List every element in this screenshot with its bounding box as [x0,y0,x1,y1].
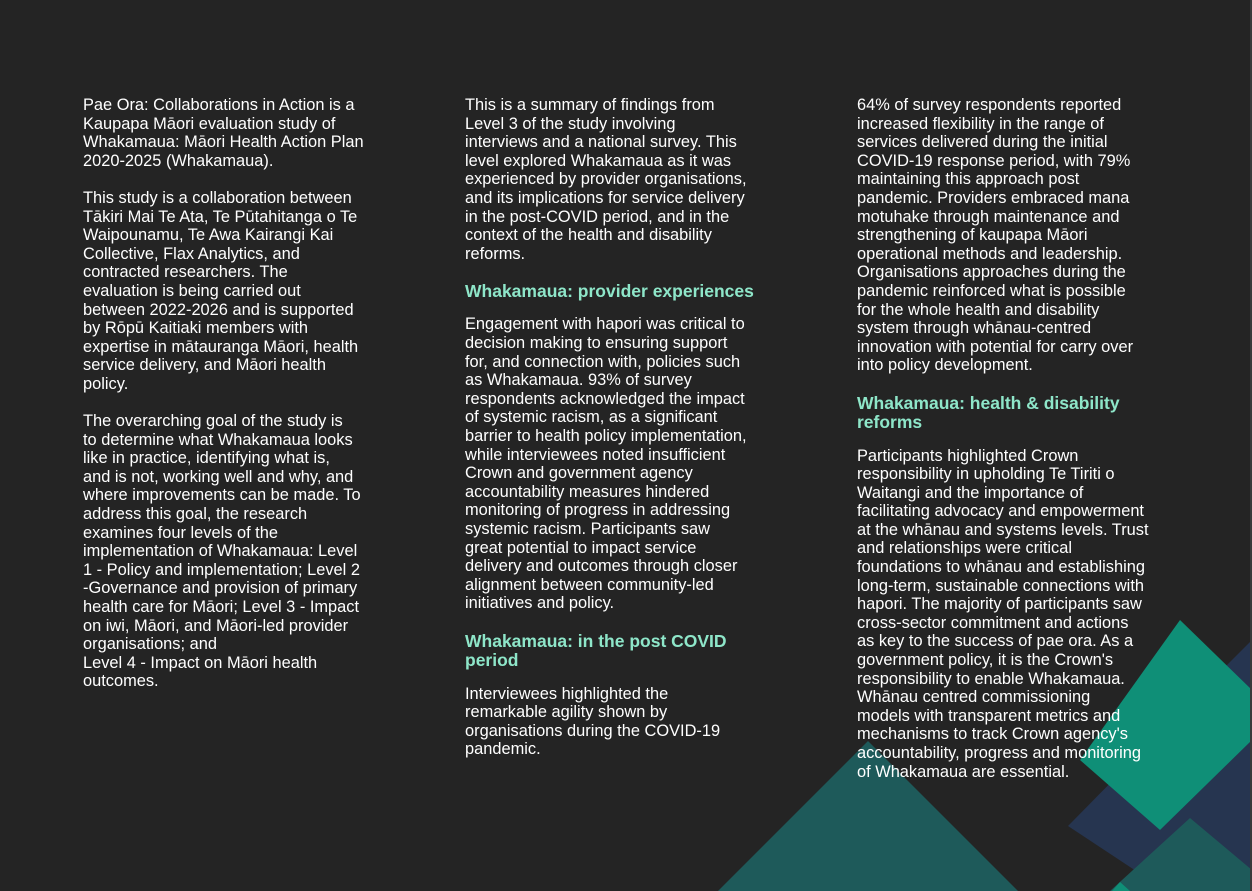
text-line: great potential to impact service [465,538,697,557]
text-line: Organisations approaches during the [857,263,1126,282]
text-line: Level 3 of the study involving [465,114,676,133]
text-line: on iwi, Māori, and Māori-led provider [83,616,349,635]
text-line: experienced by provider organisations, [465,170,747,189]
text-line: by Rōpū Kaitiaki members with [83,319,309,338]
text-line: interviews and a national survey. This [465,133,737,152]
text-line: reforms [857,412,923,432]
provider-experiences-heading [465,282,790,302]
text-line: and is not, working well and why, and [83,467,354,486]
text-line: foundations to whānau and establishing [857,558,1145,577]
text-line: Tākiri Mai Te Ata, Te Pūtahitanga o Te [83,207,358,226]
text-line: as key to the success of pae ora. As a [857,632,1134,651]
text-line: strengthening of kaupapa Māori [857,226,1088,245]
intro-paragraph [83,96,398,170]
column-2 [465,96,790,778]
text-line: Whakamaua: Māori Health Action Plan [83,133,364,152]
text-line: delivery and outcomes through closer [465,557,738,576]
text-line: barrier to health policy implementation, [465,427,747,445]
text-line: level explored Whakamaua as it was [465,151,732,170]
text-line: service delivery, and Māori health [83,356,326,375]
text-line: maintaining this approach post [857,170,1080,189]
text-line: facilitating advocacy and empowerment [857,502,1144,521]
text-line: organisations during the COVID-19 [465,721,721,740]
column-3 [857,96,1187,800]
text-line: cross-sector commitment and actions [857,613,1129,632]
text-line: between 2022-2026 and is supported [83,300,354,319]
text-line: mechanisms to track Crown agency's [857,725,1128,744]
text-line: Whakamaua: provider experiences [465,280,754,301]
text-line: system through whānau-centred [857,319,1092,338]
text-line: address this goal, the research [83,505,308,524]
text-line: accountability, progress and monitoring [857,744,1141,762]
reforms-heading [857,394,1187,433]
text-line: Whānau centred commissioning [857,688,1091,707]
text-line: Kaupapa Māori evaluation study of [83,114,336,133]
text-line: organisations; and [83,635,217,654]
text-line: as Whakamaua. 93% of survey [465,371,692,390]
text-line: Participants highlighted Crown [857,446,1079,465]
text-line: context of the health and disability [465,226,712,245]
text-line: 1 - Policy and implementation; Level 2 [83,560,360,579]
text-line: Interviewees highlighted the [465,684,669,703]
text-line: while interviewees noted insufficient [465,445,726,464]
reforms-paragraph [857,447,1187,782]
text-line: like in practice, identifying what is, [83,449,330,468]
text-line: government policy, it is the Crown's [857,651,1114,670]
text-line: pandemic. [465,740,541,759]
text-line: alignment between community-led [465,575,714,594]
text-line: innovation with potential for carry over [857,337,1134,356]
text-line: Waipounamu, Te Awa Kairangi Kai [83,226,334,245]
text-line: This study is a collaboration between [83,188,352,207]
text-line: policy. [83,374,129,393]
text-line: accountability measures hindered [465,482,710,501]
text-line: motuhake through maintenance and [857,207,1120,226]
text-line: Pae Ora: Collaborations in Action is a [83,96,355,114]
text-line: long-term, sustainable connections with [857,576,1144,595]
text-line: pandemic reinforced what is possible [857,281,1126,300]
text-line: into policy development. [857,356,1033,375]
column-1 [83,96,398,710]
text-line: pandemic. Providers embraced mana [857,188,1130,207]
text-line: outcomes. [83,672,159,691]
text-line: Crown and government agency [465,464,693,483]
text-line: implementation of Whakamaua: Level [83,542,358,561]
text-line: contracted researchers. The [83,263,288,282]
text-line: Whakamaua: health & disability [857,392,1120,413]
text-line: where improvements can be made. To [83,486,361,505]
text-line: Level 4 - Impact on Māori health [83,653,318,672]
text-line: -Governance and provision of primary [83,579,358,598]
text-line: decision making to ensuring support [465,334,728,353]
text-line: Waitangi and the importance of [857,483,1084,502]
text-line: The overarching goal of the study is [83,412,343,431]
text-line: models with transparent metrics and [857,706,1121,725]
text-line: respondents acknowledged the impact [465,389,745,408]
text-line: COVID-19 response period, with 79% [857,151,1131,170]
text-line: of systemic racism, as a significant [465,408,718,427]
text-line: for the whole health and disability [857,300,1100,319]
text-line: systemic racism. Participants saw [465,519,711,538]
text-line: evaluation is being carried out [83,281,301,300]
text-line: responsibility to enable Whakamaua. [857,669,1125,688]
survey-findings-paragraph [857,96,1187,375]
text-line: expertise in mātauranga Māori, health [83,337,359,356]
text-line: initiatives and policy. [465,594,615,613]
text-line: 2020-2025 (Whakamaua). [83,151,274,170]
summary-paragraph [465,96,790,263]
text-line: increased flexibility in the range of [857,114,1104,133]
text-line: in the post-COVID period, and in the [465,207,730,226]
text-line: for, and connection with, policies such [465,352,741,371]
text-line: 64% of survey respondents reported [857,96,1122,114]
collaboration-paragraph [83,189,398,394]
post-covid-paragraph [465,685,790,759]
text-line: services delivered during the initial [857,133,1108,152]
text-line: at the whānau and systems levels. Trust [857,520,1149,539]
text-line: Whakamaua: in the post COVID [465,630,727,651]
text-line: examines four levels of the [83,523,278,542]
text-line: remarkable agility shown by [465,703,668,722]
provider-experiences-paragraph [465,315,790,613]
text-line: monitoring of progress in addressing [465,501,731,520]
text-line: This is a summary of findings from [465,96,715,114]
text-line: reforms. [465,244,526,263]
text-line: to determine what Whakamaua looks [83,430,353,449]
post-covid-heading [465,632,790,671]
text-line: health care for Māori; Level 3 - Impact [83,598,360,617]
text-line: of Whakamaua are essential. [857,762,1070,781]
text-line: period [465,650,519,671]
text-line: responsibility in upholding Te Tiriti o [857,465,1115,484]
text-line: operational methods and leadership. [857,244,1123,263]
text-line: and relationships were critical [857,539,1072,558]
text-line: Engagement with hapori was critical to [465,315,745,334]
text-line: Collective, Flax Analytics, and [83,244,300,263]
study-goal-paragraph [83,412,398,691]
text-line: hapori. The majority of participants saw [857,595,1142,614]
text-line: and its implications for service delivery [465,188,745,207]
